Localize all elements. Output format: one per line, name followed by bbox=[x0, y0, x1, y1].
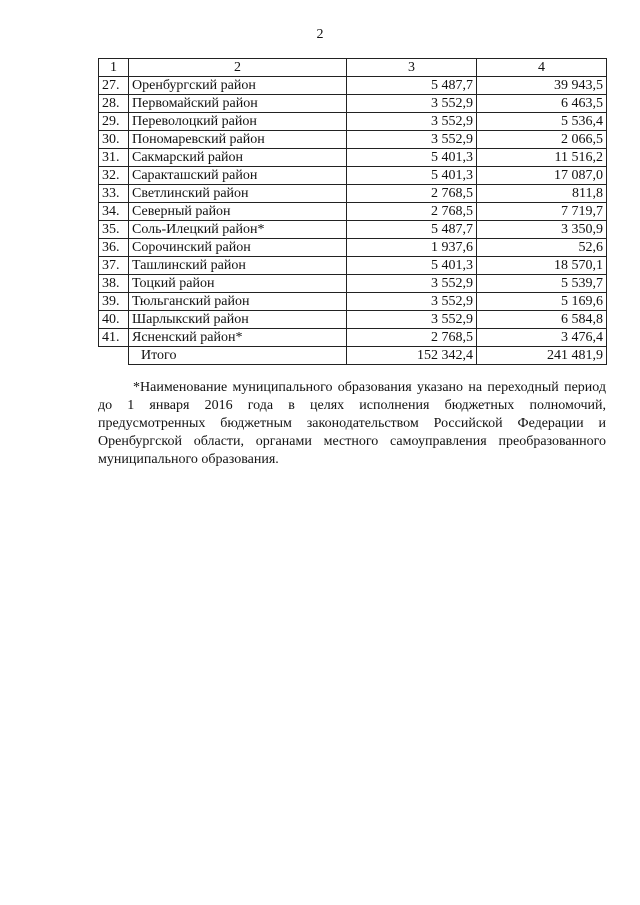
column-4-value: 17 087,0 bbox=[477, 167, 607, 185]
column-4-value: 7 719,7 bbox=[477, 203, 607, 221]
district-name: Тюльганский район bbox=[129, 293, 347, 311]
row-number: 33. bbox=[99, 185, 129, 203]
row-number: 30. bbox=[99, 131, 129, 149]
column-4-value: 3 350,9 bbox=[477, 221, 607, 239]
table-row bbox=[99, 149, 607, 167]
column-3-value: 3 552,9 bbox=[347, 95, 477, 113]
row-number: 27. bbox=[99, 77, 129, 95]
column-header-4: 4 bbox=[477, 59, 607, 77]
column-4-value: 5 536,4 bbox=[477, 113, 607, 131]
column-3-value: 3 552,9 bbox=[347, 293, 477, 311]
table-row bbox=[99, 275, 607, 293]
district-name: Ташлинский район bbox=[129, 257, 347, 275]
district-name: Тоцкий район bbox=[129, 275, 347, 293]
column-4-value: 6 463,5 bbox=[477, 95, 607, 113]
column-3-value: 3 552,9 bbox=[347, 113, 477, 131]
table-row bbox=[99, 185, 607, 203]
total-label: Итого bbox=[129, 347, 347, 365]
column-3-value: 3 552,9 bbox=[347, 131, 477, 149]
district-name: Шарлыкский район bbox=[129, 311, 347, 329]
table-row bbox=[99, 311, 607, 329]
row-number: 32. bbox=[99, 167, 129, 185]
column-4-value: 11 516,2 bbox=[477, 149, 607, 167]
column-4-value: 5 169,6 bbox=[477, 293, 607, 311]
table-row bbox=[99, 221, 607, 239]
district-name: Первомайский район bbox=[129, 95, 347, 113]
district-name: Соль-Илецкий район* bbox=[129, 221, 347, 239]
row-number: 36. bbox=[99, 239, 129, 257]
row-number: 41. bbox=[99, 329, 129, 347]
budget-table bbox=[98, 58, 607, 365]
row-number: 40. bbox=[99, 311, 129, 329]
column-3-value: 5 401,3 bbox=[347, 167, 477, 185]
district-name: Сорочинский район bbox=[129, 239, 347, 257]
total-column-4-value: 241 481,9 bbox=[477, 347, 607, 365]
district-name: Ясненский район* bbox=[129, 329, 347, 347]
total-column-3-value: 152 342,4 bbox=[347, 347, 477, 365]
column-4-value: 811,8 bbox=[477, 185, 607, 203]
column-3-value: 5 401,3 bbox=[347, 149, 477, 167]
district-name: Северный район bbox=[129, 203, 347, 221]
column-3-value: 3 552,9 bbox=[347, 275, 477, 293]
district-name: Светлинский район bbox=[129, 185, 347, 203]
column-header-2: 2 bbox=[129, 59, 347, 77]
row-number: 35. bbox=[99, 221, 129, 239]
row-number: 37. bbox=[99, 257, 129, 275]
district-name: Саракташский район bbox=[129, 167, 347, 185]
row-number: 29. bbox=[99, 113, 129, 131]
row-number: 34. bbox=[99, 203, 129, 221]
district-name: Переволоцкий район bbox=[129, 113, 347, 131]
footnote: *Наименование муниципального образования указано на переходный период до 1 января 2016 года в целях исполнения бюджетных полномочий, предусмотренных бюджетным законодательством Российской Федерации и Оренбургской области, органами местного самоуправления преобразованного муниципального образования. bbox=[98, 380, 606, 467]
row-number: 39. bbox=[99, 293, 129, 311]
column-3-value: 5 401,3 bbox=[347, 257, 477, 275]
column-4-value: 3 476,4 bbox=[477, 329, 607, 347]
table-row bbox=[99, 113, 607, 131]
column-4-value: 52,6 bbox=[477, 239, 607, 257]
table-row bbox=[99, 293, 607, 311]
district-name: Оренбургский район bbox=[129, 77, 347, 95]
row-number: 28. bbox=[99, 95, 129, 113]
table-header-row bbox=[99, 59, 607, 77]
column-4-value: 6 584,8 bbox=[477, 311, 607, 329]
table-row bbox=[99, 203, 607, 221]
column-4-value: 18 570,1 bbox=[477, 257, 607, 275]
table-row bbox=[99, 329, 607, 347]
page-number: 2 bbox=[316, 27, 324, 42]
column-3-value: 2 768,5 bbox=[347, 203, 477, 221]
column-3-value: 5 487,7 bbox=[347, 77, 477, 95]
table-row bbox=[99, 95, 607, 113]
table-row bbox=[99, 131, 607, 149]
total-row bbox=[99, 347, 607, 365]
row-number: 38. bbox=[99, 275, 129, 293]
column-3-value: 5 487,7 bbox=[347, 221, 477, 239]
table-row bbox=[99, 239, 607, 257]
table-body bbox=[99, 77, 607, 365]
table-row bbox=[99, 167, 607, 185]
column-4-value: 2 066,5 bbox=[477, 131, 607, 149]
table-row bbox=[99, 77, 607, 95]
row-number: 31. bbox=[99, 149, 129, 167]
table-row bbox=[99, 257, 607, 275]
column-3-value: 2 768,5 bbox=[347, 185, 477, 203]
column-3-value: 1 937,6 bbox=[347, 239, 477, 257]
district-name: Сакмарский район bbox=[129, 149, 347, 167]
column-3-value: 3 552,9 bbox=[347, 311, 477, 329]
column-3-value: 2 768,5 bbox=[347, 329, 477, 347]
column-4-value: 39 943,5 bbox=[477, 77, 607, 95]
district-name: Пономаревский район bbox=[129, 131, 347, 149]
column-4-value: 5 539,7 bbox=[477, 275, 607, 293]
column-header-1: 1 bbox=[99, 59, 129, 77]
column-header-3: 3 bbox=[347, 59, 477, 77]
total-row-number-cell bbox=[99, 347, 129, 365]
